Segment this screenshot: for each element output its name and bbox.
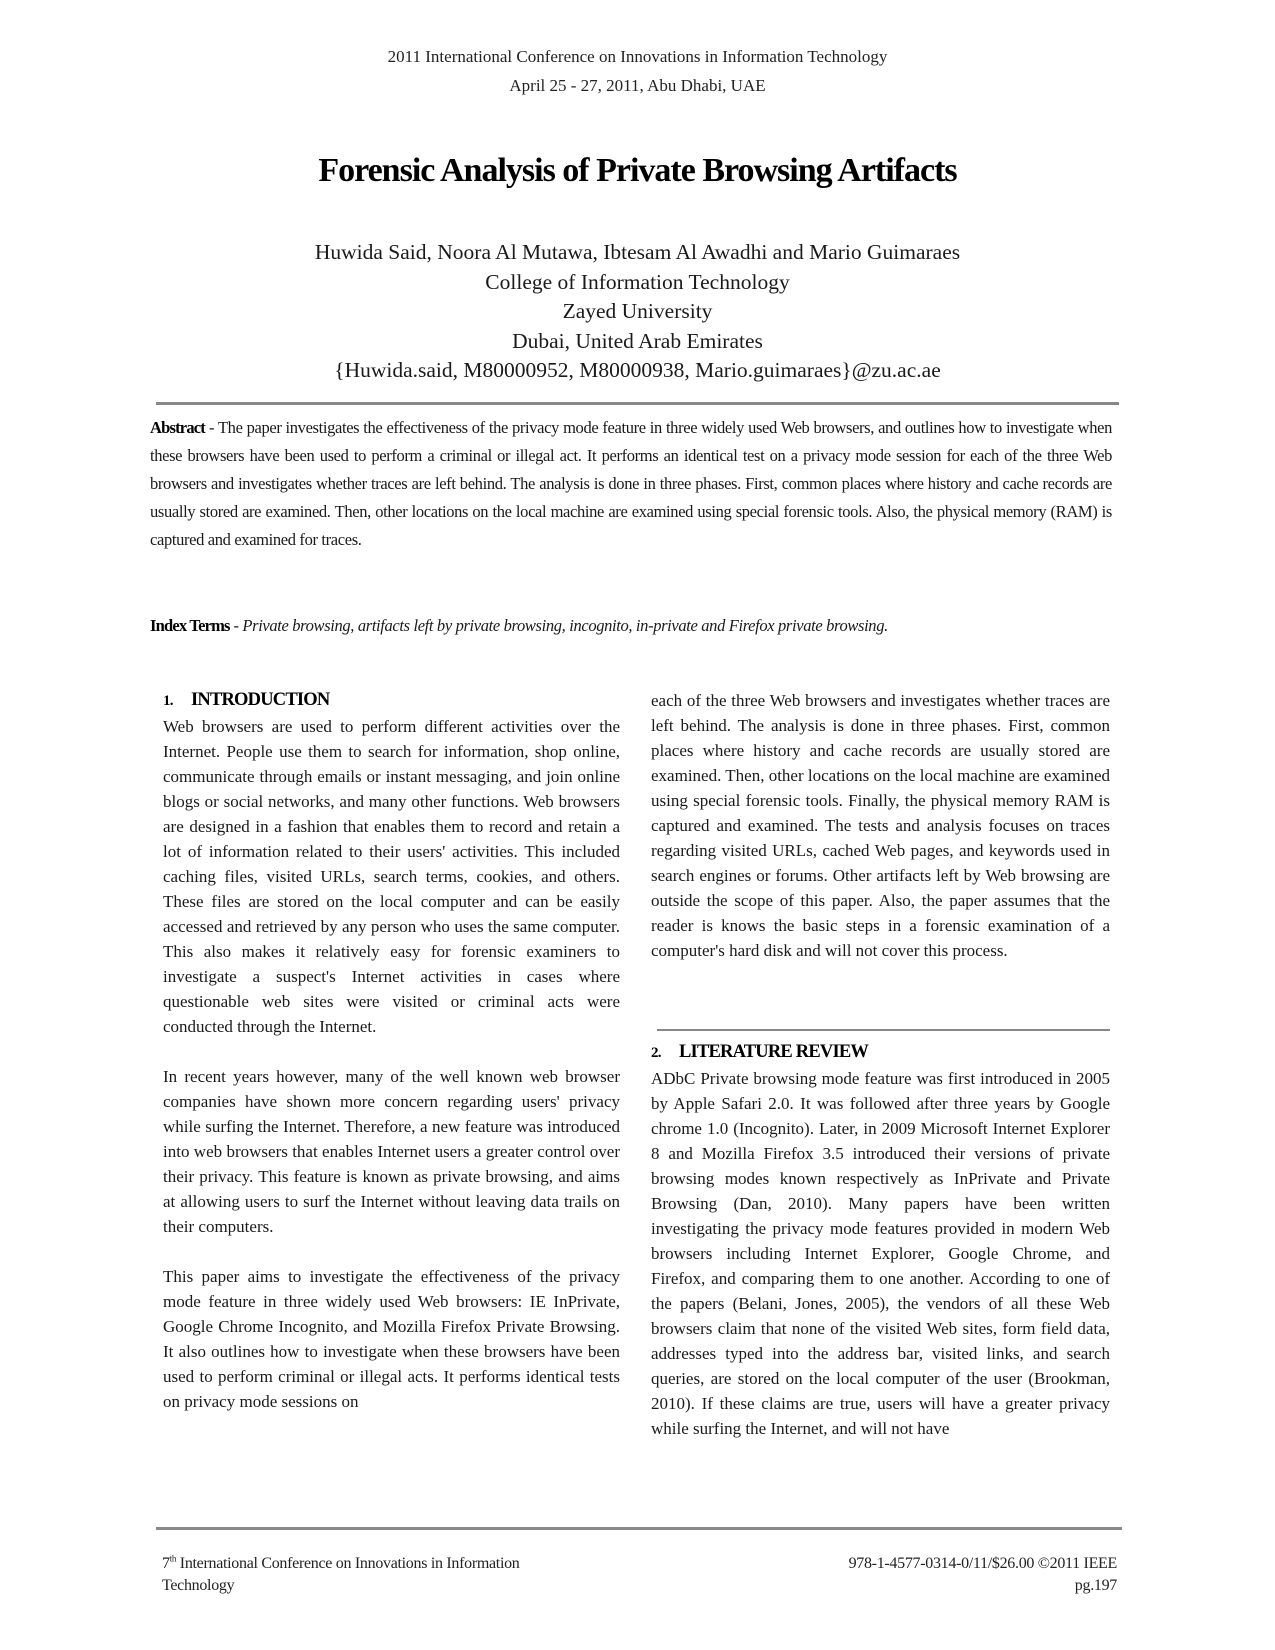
- author-university: Zayed University: [562, 299, 713, 323]
- index-terms-text: Private browsing, artifacts left by private browsing, incognito, in-private and Firefox private browsing.: [242, 616, 888, 635]
- footer-ordinal: 7: [162, 1555, 170, 1572]
- section-title: LITERATURE REVIEW: [679, 1042, 869, 1062]
- section-title: INTRODUCTION: [191, 690, 330, 710]
- section-number: 2.: [651, 1045, 661, 1061]
- footer-page-number: pg.197: [1074, 1577, 1117, 1594]
- intro-paragraph-2: In recent years however, many of the well known web browser companies have shown more concern regarding users' privacy while surfing the Internet. Therefore, a new feature was introduced into web browsers that enables Internet users a greater control over their privacy. This feature is known as private browsing, and aims at allowing users to surf the Internet without leaving data trails on their computers.: [163, 1067, 620, 1236]
- abstract-text: The paper investigates the effectiveness of the privacy mode feature in three widely used Web browsers, and outlines how to investigate when these browsers have been used to perform a criminal or illegal act. It performs an identical test on a privacy mode session for each of the three Web browsers and investigates whether traces are left behind. The analysis is done in three phases. First, common places where history and cache records are usually stored are examined. Then, other locations on the local machine are examined using special forensic tools. Also, the physical memory (RAM) is captured and examined for traces.: [150, 418, 1112, 549]
- abstract-label: Abstract: [150, 418, 205, 437]
- footer-ordinal-suffix: th: [169, 1553, 177, 1564]
- footer-copyright: [849, 1553, 1117, 1597]
- index-terms-separator: -: [229, 616, 243, 635]
- conference-date-location: April 25 - 27, 2011, Abu Dhabi, UAE: [509, 76, 766, 95]
- abstract: [150, 414, 1112, 554]
- footer-divider: [156, 1527, 1122, 1530]
- intro-paragraph-3: This paper aims to investigate the effectiveness of the privacy mode feature in three widely used Web browsers: IE InPrivate, Google Chrome Incognito, and Mozilla Firefox Private Browsing. It also outlines how to investigate when these browsers have been used to perform criminal or illegal acts. It performs identical tests on privacy mode sessions on: [163, 1267, 620, 1411]
- section-heading-introduction: [163, 688, 620, 714]
- footer-conference-line2: Technology: [162, 1577, 235, 1594]
- index-terms-label: Index Terms: [150, 616, 230, 635]
- footer-conference-line1: International Conference on Innovations in Information: [176, 1555, 520, 1572]
- literature-paragraph-1: ADbC Private browsing mode feature was first introduced in 2005 by Apple Safari 2.0. It was followed after three years by Google chrome 1.0 (Incognito). Later, in 2009 Microsoft Internet Explorer 8 and Mozilla Firefox 3.5 introduced their versions of private browsing modes known respectively as InPrivate and Private Browsing (Dan, 2010). Many papers have been written investigating the privacy mode features provided in modern Web browsers including Internet Explorer, Google Chrome, and Firefox, and comparing them to one another. According to one of the papers (Belani, Jones, 2005), the vendors of all these Web browsers claim that none of the visited Web sites, form field data, addresses typed into the address bar, visited links, and search queries, are stored on the local computer of the user (Brookman, 2010). If these claims are true, users will have a greater privacy while surfing the Internet, and will not have: [651, 1069, 1110, 1438]
- abstract-top-divider: [156, 402, 1119, 405]
- paper-title: Forensic Analysis of Private Browsing Artifacts: [318, 152, 957, 189]
- author-emails: {Huwida.said, M80000952, M80000938, Mario.guimaraes}@zu.ac.ae: [334, 358, 941, 382]
- conference-header: [0, 42, 1275, 100]
- section-divider: [657, 1029, 1110, 1031]
- author-names: Huwida Said, Noora Al Mutawa, Ibtesam Al Awadhi and Mario Guimaraes: [314, 240, 961, 264]
- right-column-literature: [651, 1040, 1110, 1441]
- right-column-intro-continued: [651, 688, 1110, 963]
- footer-isbn-copyright: 978-1-4577-0314-0/11/$26.00 ©2011 IEEE: [848, 1555, 1117, 1572]
- index-terms: [150, 612, 1112, 640]
- author-college: College of Information Technology: [485, 269, 790, 294]
- section-number: 1.: [163, 693, 173, 709]
- left-column: [163, 688, 620, 1414]
- section-heading-literature-review: [651, 1040, 1110, 1066]
- author-block: [0, 238, 1275, 386]
- intro-paragraph-1: Web browsers are used to perform different activities over the Internet. People use them to search for information, shop online, communicate through emails or instant messaging, and join online blogs or social networks, and many other functions. Web browsers are designed in a fashion that enables them to record and retain a lot of information related to their users' activities. This included caching files, visited URLs, search terms, cookies, and others. These files are stored on the local computer and can be easily accessed and retrieved by any person who uses the same computer. This also makes it relatively easy for forensic examiners to investigate a suspect's Internet activities in cases where questionable web sites were visited or criminal acts were conducted through the Internet.: [163, 717, 620, 1036]
- footer-conference: [162, 1553, 520, 1597]
- intro-paragraph-3-continued: each of the three Web browsers and investigates whether traces are left behind. The analysis is done in three phases. First, common places where history and cache records are usually stored are examined. Then, other locations on the local machine are examined using special forensic tools. Finally, the physical memory RAM is captured and examined. The tests and analysis focuses on traces regarding visited URLs, cached Web pages, and keywords used in search engines or forums. Other artifacts left by Web browsing are outside the scope of this paper. Also, the paper assumes that the reader is knows the basic steps in a forensic examination of a computer's hard disk and will not cover this process.: [651, 691, 1110, 960]
- conference-name: 2011 International Conference on Innovations in Information Technology: [387, 47, 888, 66]
- abstract-separator: -: [205, 418, 218, 437]
- author-location: Dubai, United Arab Emirates: [512, 328, 763, 353]
